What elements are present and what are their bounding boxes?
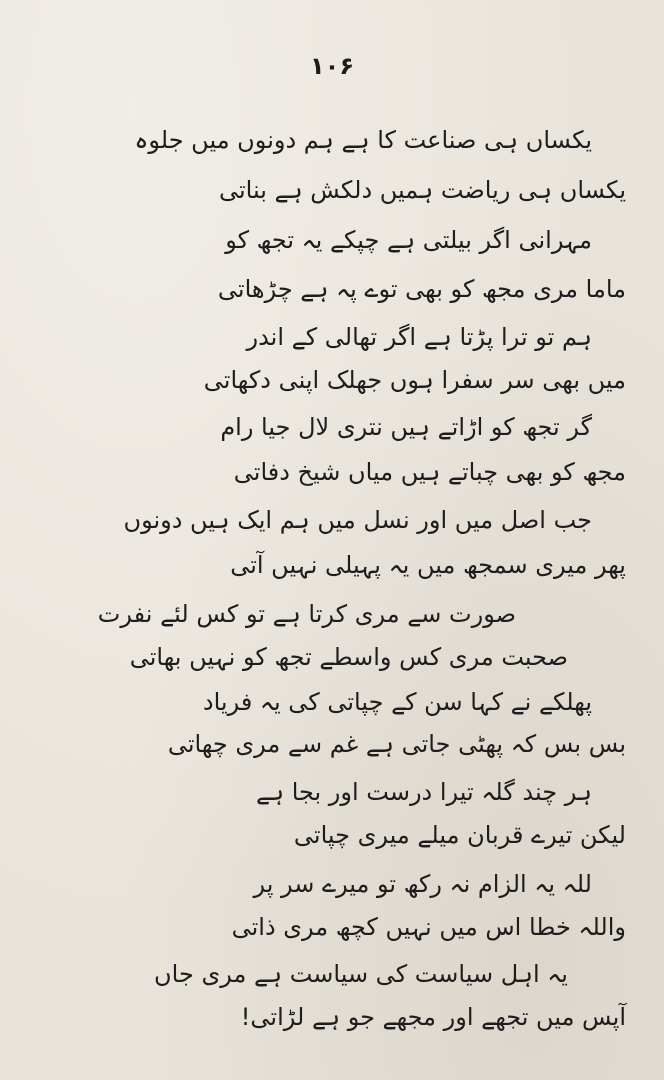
verse-line-18: واللہ خطا اس میں نہیں کچھ مری ذاتی: [231, 913, 626, 941]
verse-line-14: بس بس کہ پھٹی جاتی ہے غم سے مری چھاتی: [167, 730, 626, 758]
verse-line-3: مہرانی اگر بیلتی ہے چپکے یہ تجھ کو: [225, 226, 592, 254]
verse-line-10: پھر میری سمجھ میں یہ پہیلی نہیں آتی: [230, 551, 626, 579]
verse-line-11: صورت سے مری کرتا ہے تو کس لئے نفرت: [97, 600, 516, 628]
verse-line-4: ماما مری مجھ کو بھی توے پہ ہے چڑھاتی: [217, 275, 626, 303]
verse-line-12: صحبت مری کس واسطے تجھ کو نہیں بھاتی: [129, 643, 568, 671]
verse-line-9: جب اصل میں اور نسل میں ہم ایک ہیں دونوں: [123, 506, 592, 534]
verse-line-8: مجھ کو بھی چباتے ہیں میاں شیخ دفاتی: [233, 458, 626, 486]
verse-line-19: یہ اہل سیاست کی سیاست ہے مری جاں: [154, 960, 568, 988]
verse-line-15: ہر چند گلہ تیرا درست اور بجا ہے: [255, 778, 592, 806]
verse-line-5: ہم تو ترا پڑتا ہے اگر تھالی کے اندر: [246, 323, 592, 351]
verse-line-20: آپس میں تجھے اور مجھے جو ہے لڑاتی!: [240, 1003, 626, 1031]
verse-line-16: لیکن تیرے قربان میلے میری چپاتی: [293, 821, 626, 849]
verse-line-7: گر تجھ کو اڑاتے ہیں نتری لال جیا رام: [220, 413, 592, 441]
verse-line-1: یکساں ہی صناعت کا ہے ہم دونوں میں جلوہ: [134, 126, 592, 154]
page-number: ۱۰۶: [310, 52, 354, 80]
verse-line-6: میں بھی سر سفرا ہوں جھلک اپنی دکھاتی: [203, 366, 626, 394]
verse-line-2: یکساں ہی ریاضت ہمیں دلکش ہے بناتی: [219, 176, 626, 204]
verse-line-13: پھلکے نے کہا سن کے چپاتی کی یہ فریاد: [202, 688, 592, 716]
verse-line-17: للہ یہ الزام نہ رکھ تو میرے سر پر: [253, 870, 592, 898]
